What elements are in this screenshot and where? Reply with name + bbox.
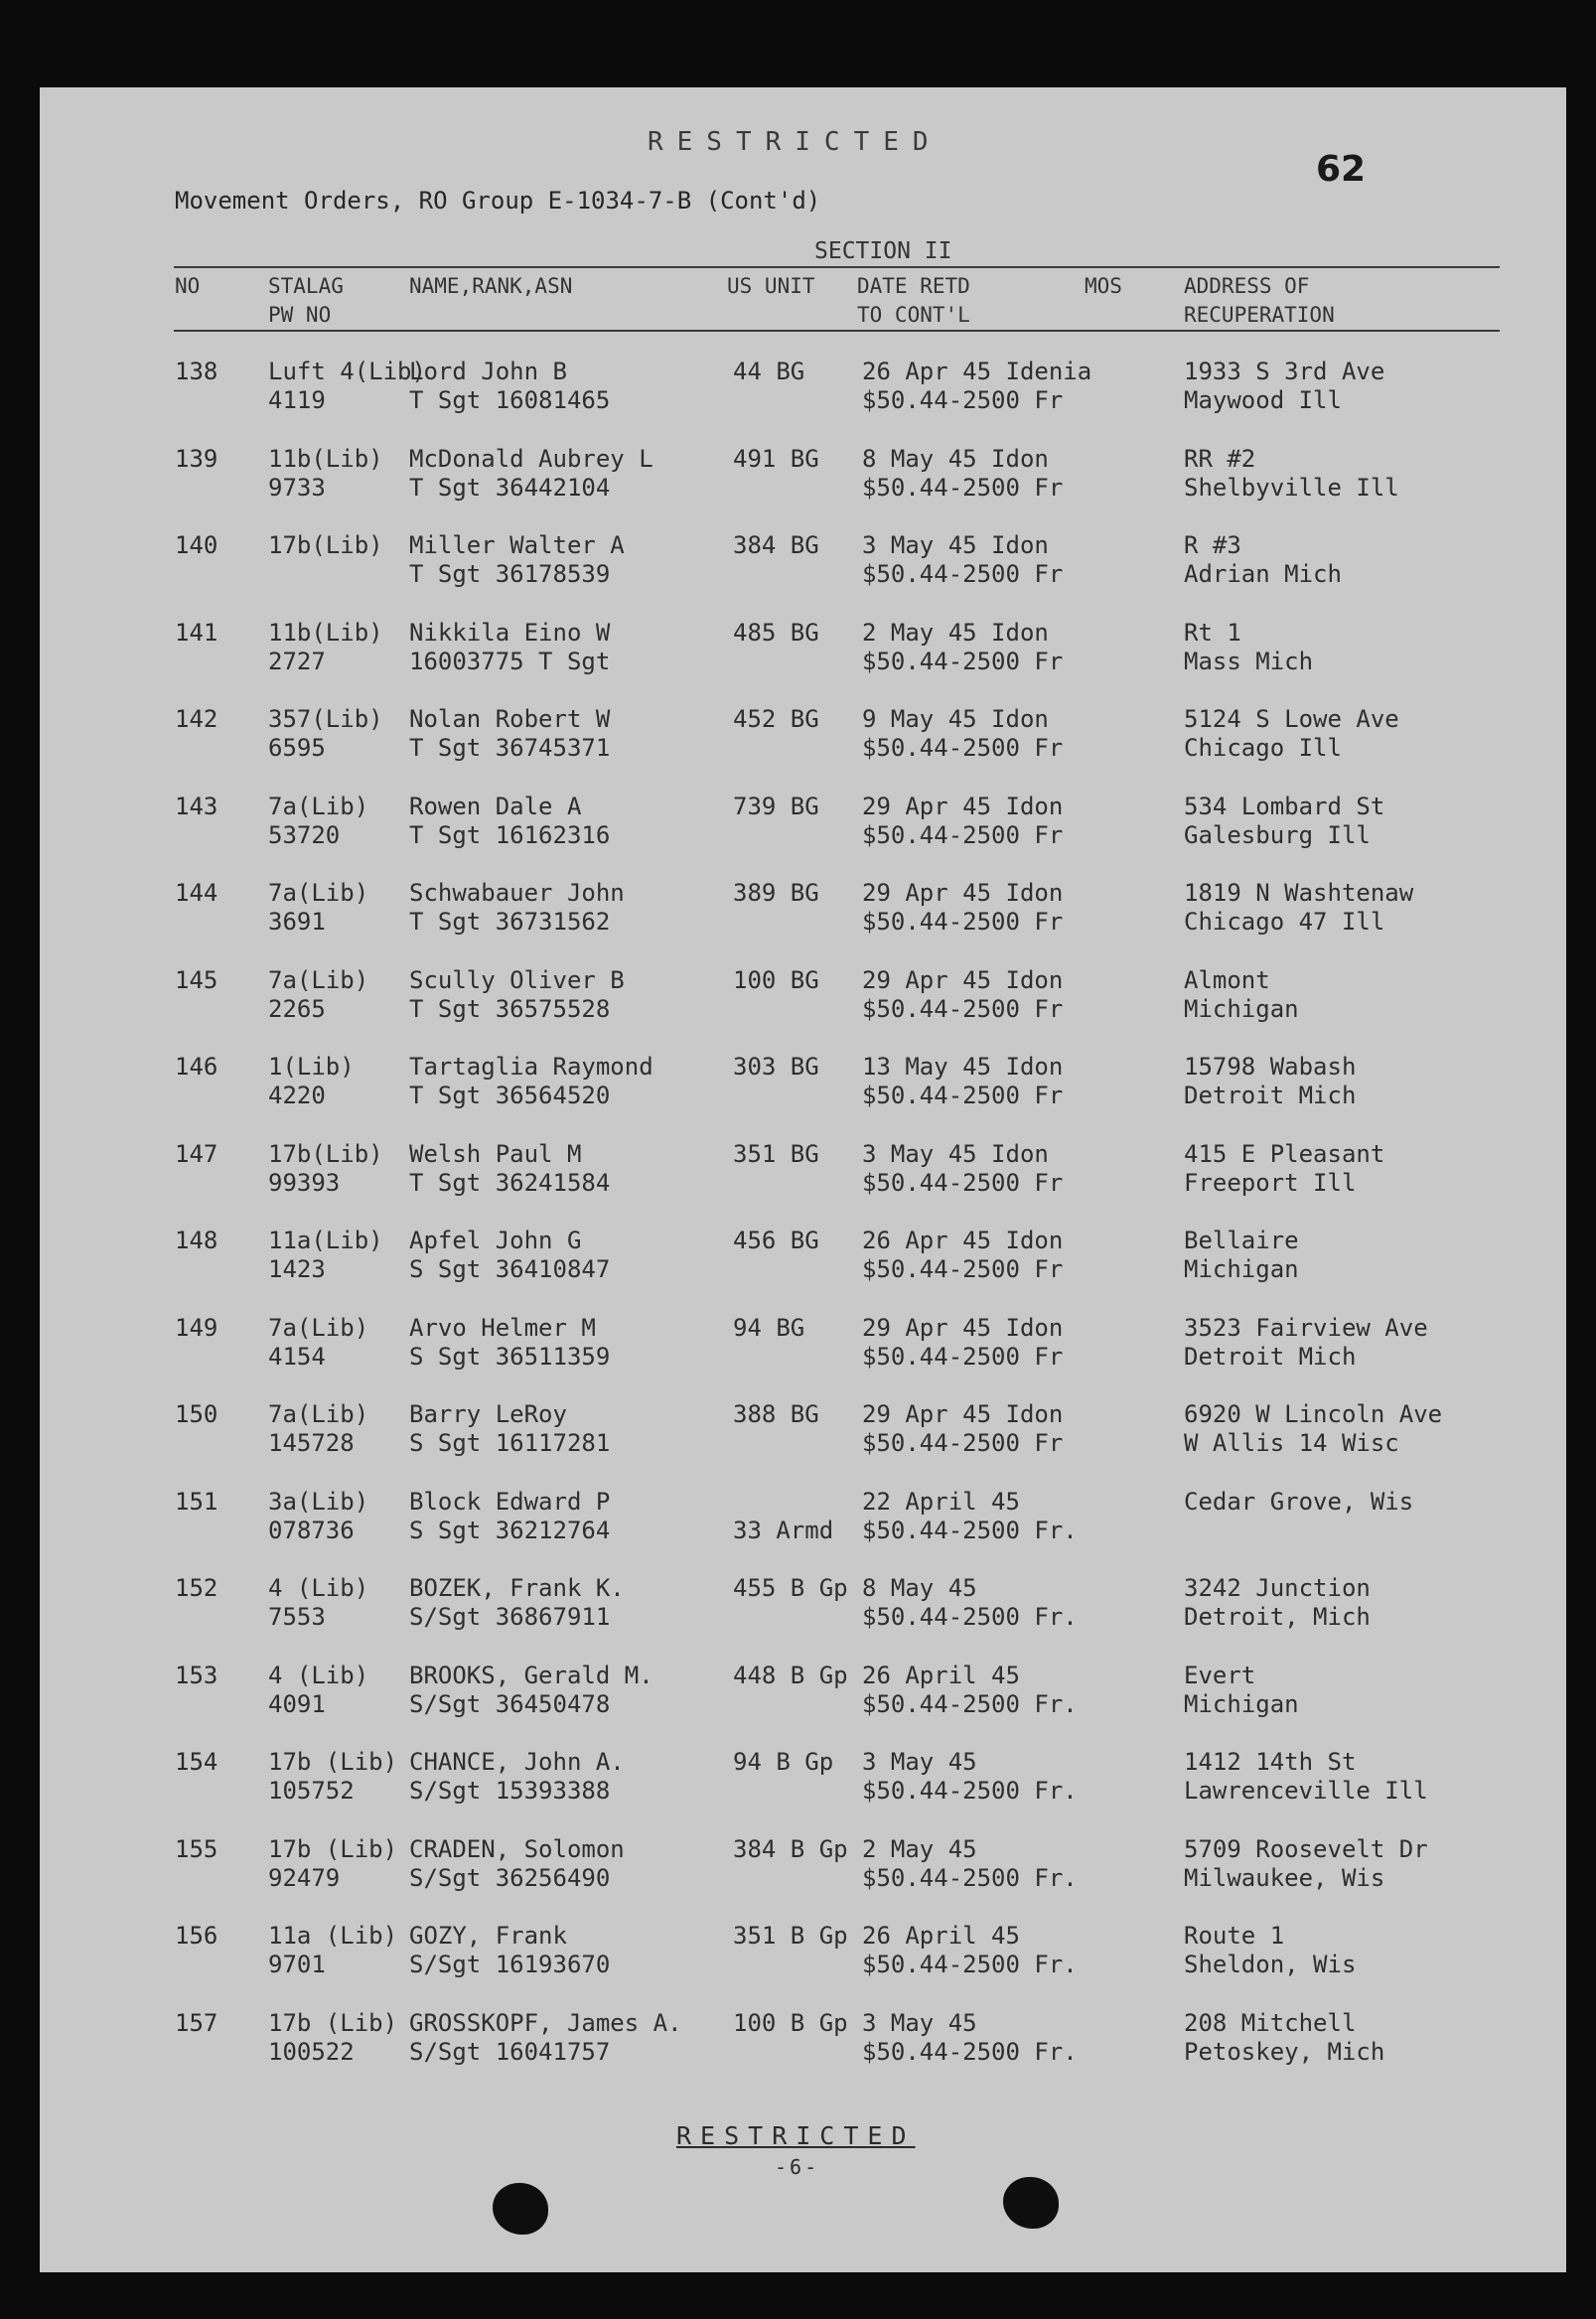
col-mos: MOS	[1085, 274, 1122, 298]
stalag-cell: 1(Lib) 4220	[268, 1053, 355, 1109]
row-number: 149	[175, 1314, 218, 1342]
unit-cell: 485 BG	[733, 619, 819, 647]
name-rank-asn-cell: Nikkila Eino W 16003775 T Sgt	[409, 619, 611, 675]
stalag-cell: 11a(Lib) 1423	[268, 1227, 383, 1283]
date-returned-cell: 22 April 45 $50.44-2500 Fr.	[862, 1488, 1078, 1544]
address-cell: 3523 Fairview Ave Detroit Mich	[1184, 1314, 1428, 1371]
row-number: 146	[175, 1053, 218, 1081]
page-number: 62	[1316, 149, 1367, 190]
name-rank-asn-cell: GOZY, Frank S/Sgt 16193670	[409, 1922, 611, 1978]
row-number: 144	[175, 879, 218, 907]
document-page	[40, 87, 1566, 2272]
stalag-cell: 7a(Lib) 2265	[268, 966, 369, 1023]
date-returned-cell: 13 May 45 Idon $50.44-2500 Fr	[862, 1053, 1064, 1109]
date-returned-cell: 3 May 45 Idon $50.44-2500 Fr	[862, 1140, 1064, 1197]
stalag-cell: 7a(Lib) 145728	[268, 1400, 369, 1457]
address-cell: Almont Michigan	[1184, 966, 1299, 1023]
date-returned-cell: 9 May 45 Idon $50.44-2500 Fr	[862, 705, 1064, 762]
col-address: ADDRESS OF RECUPERATION	[1184, 274, 1335, 327]
stalag-cell: 357(Lib) 6595	[268, 705, 383, 762]
stalag-cell: 17b(Lib) 99393	[268, 1140, 383, 1197]
address-cell: 5124 S Lowe Ave Chicago Ill	[1184, 705, 1399, 762]
row-number: 148	[175, 1227, 218, 1254]
address-cell: 5709 Roosevelt Dr Milwaukee, Wis	[1184, 1835, 1428, 1892]
stalag-cell: 17b (Lib) 92479	[268, 1835, 398, 1892]
row-number: 152	[175, 1574, 218, 1602]
name-rank-asn-cell: Block Edward P S Sgt 36212764	[409, 1488, 611, 1544]
unit-cell: 44 BG	[733, 358, 805, 385]
date-returned-cell: 26 April 45 $50.44-2500 Fr.	[862, 1662, 1078, 1718]
address-cell: Bellaire Michigan	[1184, 1227, 1299, 1283]
date-returned-cell: 29 Apr 45 Idon $50.44-2500 Fr	[862, 879, 1064, 936]
stalag-cell: 7a(Lib) 3691	[268, 879, 369, 936]
stalag-cell: 4 (Lib) 4091	[268, 1662, 369, 1718]
name-rank-asn-cell: Welsh Paul M T Sgt 36241584	[409, 1140, 611, 1197]
unit-cell: 491 BG	[733, 445, 819, 473]
unit-cell: 33 Armd	[733, 1517, 834, 1544]
name-rank-asn-cell: Nolan Robert W T Sgt 36745371	[409, 705, 611, 762]
document-subtitle: Movement Orders, RO Group E-1034-7-B (Cont'd)	[175, 187, 821, 215]
unit-cell: 455 B Gp	[733, 1574, 848, 1602]
row-number: 142	[175, 705, 218, 733]
stalag-cell: 17b(Lib)	[268, 531, 383, 559]
unit-cell: 351 BG	[733, 1140, 819, 1168]
date-returned-cell: 3 May 45 $50.44-2500 Fr.	[862, 1748, 1078, 1805]
row-number: 154	[175, 1748, 218, 1776]
row-number: 155	[175, 1835, 218, 1863]
date-returned-cell: 29 Apr 45 Idon $50.44-2500 Fr	[862, 1314, 1064, 1371]
col-name: NAME,RANK,ASN	[409, 274, 573, 298]
unit-cell: 303 BG	[733, 1053, 819, 1081]
stalag-cell: Luft 4(Lib) 4119	[268, 358, 426, 414]
name-rank-asn-cell: Arvo Helmer M S Sgt 36511359	[409, 1314, 611, 1371]
address-cell: 208 Mitchell Petoskey, Mich	[1184, 2009, 1385, 2066]
name-rank-asn-cell: GROSSKOPF, James A. S/Sgt 16041757	[409, 2009, 682, 2066]
row-number: 145	[175, 966, 218, 994]
date-returned-cell: 26 Apr 45 Idon $50.44-2500 Fr	[862, 1227, 1064, 1283]
name-rank-asn-cell: CHANCE, John A. S/Sgt 15393388	[409, 1748, 625, 1805]
stalag-cell: 11b(Lib) 9733	[268, 445, 383, 502]
address-cell: 1819 N Washtenaw Chicago 47 Ill	[1184, 879, 1414, 936]
footer-page-number: -6-	[775, 2155, 820, 2179]
name-rank-asn-cell: BOZEK, Frank K. S/Sgt 36867911	[409, 1574, 625, 1631]
stalag-cell: 4 (Lib) 7553	[268, 1574, 369, 1631]
row-number: 156	[175, 1922, 218, 1950]
header-bottom-rule	[174, 330, 1500, 332]
row-number: 147	[175, 1140, 218, 1168]
address-cell: 534 Lombard St Galesburg Ill	[1184, 793, 1385, 849]
row-number: 141	[175, 619, 218, 647]
stalag-cell: 11a (Lib) 9701	[268, 1922, 398, 1978]
unit-cell: 94 B Gp	[733, 1748, 834, 1776]
name-rank-asn-cell: Schwabauer John T Sgt 36731562	[409, 879, 625, 936]
date-returned-cell: 2 May 45 Idon $50.44-2500 Fr	[862, 619, 1064, 675]
address-cell: Rt 1 Mass Mich	[1184, 619, 1314, 675]
address-cell: 3242 Junction Detroit, Mich	[1184, 1574, 1371, 1631]
address-cell: 6920 W Lincoln Ave W Allis 14 Wisc	[1184, 1400, 1443, 1457]
name-rank-asn-cell: Scully Oliver B T Sgt 36575528	[409, 966, 625, 1023]
unit-cell: 739 BG	[733, 793, 819, 820]
date-returned-cell: 26 April 45 $50.44-2500 Fr.	[862, 1922, 1078, 1978]
col-no: NO	[175, 274, 201, 298]
row-number: 153	[175, 1662, 218, 1689]
unit-cell: 456 BG	[733, 1227, 819, 1254]
row-number: 151	[175, 1488, 218, 1516]
row-number: 143	[175, 793, 218, 820]
stalag-cell: 11b(Lib) 2727	[268, 619, 383, 675]
name-rank-asn-cell: Barry LeRoy S Sgt 16117281	[409, 1400, 611, 1457]
unit-cell: 351 B Gp	[733, 1922, 848, 1950]
unit-cell: 100 BG	[733, 966, 819, 994]
header-top-rule	[174, 266, 1500, 268]
col-stalag: STALAG PW NO	[268, 274, 344, 327]
row-number: 140	[175, 531, 218, 559]
date-returned-cell: 8 May 45 $50.44-2500 Fr.	[862, 1574, 1078, 1631]
row-number: 139	[175, 445, 218, 473]
stalag-cell: 17b (Lib) 105752	[268, 1748, 398, 1805]
col-unit: US UNIT	[727, 274, 815, 298]
stalag-cell: 7a(Lib) 4154	[268, 1314, 369, 1371]
stalag-cell: 3a(Lib) 078736	[268, 1488, 369, 1544]
date-returned-cell: 29 Apr 45 Idon $50.44-2500 Fr	[862, 1400, 1064, 1457]
date-returned-cell: 3 May 45 Idon $50.44-2500 Fr	[862, 531, 1064, 588]
name-rank-asn-cell: CRADEN, Solomon S/Sgt 36256490	[409, 1835, 625, 1892]
restricted-header: RESTRICTED	[648, 127, 943, 157]
unit-cell: 448 B Gp	[733, 1662, 848, 1689]
section-heading: SECTION II	[814, 238, 952, 264]
address-cell: R #3 Adrian Mich	[1184, 531, 1342, 588]
unit-cell: 452 BG	[733, 705, 819, 733]
date-returned-cell: 3 May 45 $50.44-2500 Fr.	[862, 2009, 1078, 2066]
name-rank-asn-cell: Tartaglia Raymond T Sgt 36564520	[409, 1053, 653, 1109]
unit-cell: 388 BG	[733, 1400, 819, 1428]
unit-cell: 384 BG	[733, 531, 819, 559]
unit-cell: 384 B Gp	[733, 1835, 848, 1863]
address-cell: 1412 14th St Lawrenceville Ill	[1184, 1748, 1428, 1805]
row-number: 157	[175, 2009, 218, 2037]
unit-cell: 389 BG	[733, 879, 819, 907]
address-cell: 415 E Pleasant Freeport Ill	[1184, 1140, 1385, 1197]
name-rank-asn-cell: McDonald Aubrey L T Sgt 36442104	[409, 445, 653, 502]
address-cell: Route 1 Sheldon, Wis	[1184, 1922, 1357, 1978]
name-rank-asn-cell: Rowen Dale A T Sgt 16162316	[409, 793, 611, 849]
name-rank-asn-cell: Miller Walter A T Sgt 36178539	[409, 531, 625, 588]
date-returned-cell: 29 Apr 45 Idon $50.44-2500 Fr	[862, 966, 1064, 1023]
name-rank-asn-cell: BROOKS, Gerald M. S/Sgt 36450478	[409, 1662, 653, 1718]
unit-cell: 94 BG	[733, 1314, 805, 1342]
address-cell: 1933 S 3rd Ave Maywood Ill	[1184, 358, 1385, 414]
name-rank-asn-cell: Apfel John G S Sgt 36410847	[409, 1227, 611, 1283]
address-cell: Cedar Grove, Wis	[1184, 1488, 1414, 1516]
unit-cell: 100 B Gp	[733, 2009, 848, 2037]
row-number: 138	[175, 358, 218, 385]
restricted-footer: RESTRICTED	[676, 2121, 916, 2150]
row-number: 150	[175, 1400, 218, 1428]
stalag-cell: 7a(Lib) 53720	[268, 793, 369, 849]
address-cell: Evert Michigan	[1184, 1662, 1299, 1718]
date-returned-cell: 8 May 45 Idon $50.44-2500 Fr	[862, 445, 1064, 502]
date-returned-cell: 29 Apr 45 Idon $50.44-2500 Fr	[862, 793, 1064, 849]
date-returned-cell: 26 Apr 45 Idenia $50.44-2500 Fr	[862, 358, 1092, 414]
col-date: DATE RETD TO CONT'L	[857, 274, 970, 327]
punch-hole	[1003, 2177, 1059, 2229]
address-cell: RR #2 Shelbyville Ill	[1184, 445, 1399, 502]
name-rank-asn-cell: Lord John B T Sgt 16081465	[409, 358, 611, 414]
address-cell: 15798 Wabash Detroit Mich	[1184, 1053, 1357, 1109]
stalag-cell: 17b (Lib) 100522	[268, 2009, 398, 2066]
date-returned-cell: 2 May 45 $50.44-2500 Fr.	[862, 1835, 1078, 1892]
punch-hole	[493, 2183, 548, 2235]
